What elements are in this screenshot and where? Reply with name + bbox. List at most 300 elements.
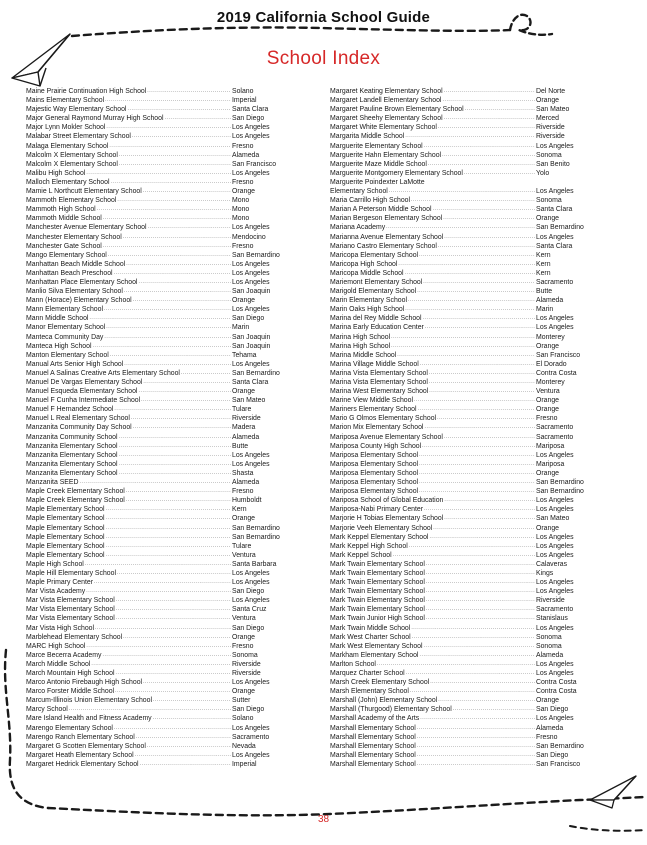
- index-entry: [330, 687, 594, 696]
- dot-leader: [424, 642, 535, 651]
- county-name: Riverside: [536, 124, 565, 132]
- school-name: Malloch Elementary School: [26, 178, 110, 186]
- school-name: Manteca High School: [26, 342, 92, 350]
- dot-leader: [143, 678, 231, 687]
- school-name: Mark Twain Middle School: [330, 624, 411, 632]
- index-entry: [330, 660, 594, 669]
- dot-leader: [124, 287, 231, 296]
- dot-leader: [437, 414, 535, 423]
- dot-leader: [417, 733, 535, 742]
- index-entry: [330, 178, 594, 187]
- school-name: Malabar Street Elementary School: [26, 133, 131, 141]
- school-name: Mann (Horace) Elementary School: [26, 297, 132, 305]
- index-entry: [26, 505, 290, 514]
- dot-leader: [147, 87, 231, 96]
- index-entry: [26, 151, 290, 160]
- page-number: 38: [317, 814, 330, 825]
- county-name: Sacramento: [232, 733, 270, 741]
- index-entry: [330, 105, 594, 114]
- county-name: Tulare: [232, 406, 252, 414]
- school-name: Major Lynn Mokler School: [26, 124, 106, 132]
- dot-leader: [104, 305, 231, 314]
- county-name: Sonoma: [536, 642, 562, 650]
- school-name: Marco Antonio Firebaugh High School: [26, 679, 143, 687]
- dot-leader: [442, 151, 535, 160]
- dot-leader: [114, 724, 231, 733]
- index-entry: [330, 396, 594, 405]
- dot-leader: [426, 614, 535, 623]
- index-entry: [330, 551, 594, 560]
- dot-leader: [433, 524, 535, 533]
- section-title: School Index: [266, 48, 381, 69]
- county-name: Alameda: [232, 479, 260, 487]
- county-name: Santa Clara: [536, 242, 573, 250]
- dot-leader: [424, 505, 535, 514]
- index-entry: [26, 669, 290, 678]
- dot-leader: [95, 624, 231, 633]
- index-entry: [330, 733, 594, 742]
- dot-leader: [405, 132, 535, 141]
- index-entry: [330, 533, 594, 542]
- index-entry: [26, 724, 290, 733]
- county-name: Riverside: [232, 670, 261, 677]
- county-name: Kern: [232, 506, 247, 514]
- index-entry: [330, 96, 594, 105]
- county-name: San Bernardino: [536, 742, 584, 750]
- index-entry: [26, 433, 290, 442]
- county-name: Los Angeles: [232, 278, 270, 286]
- index-entry: [330, 405, 594, 414]
- county-name: Alameda: [232, 433, 260, 441]
- county-name: San Bernardino: [536, 488, 584, 496]
- school-name: Marina Vista Elementary School: [330, 369, 428, 377]
- school-name: Manhattan Place Elementary School: [26, 278, 138, 286]
- dot-leader: [424, 423, 535, 432]
- bottom-right-dashes: [570, 826, 645, 831]
- school-name: Maple Creek Elementary School: [26, 497, 125, 505]
- county-name: Los Angeles: [232, 360, 270, 368]
- county-name: San Mateo: [536, 515, 570, 523]
- county-name: San Francisco: [536, 351, 581, 359]
- index-entry: [330, 742, 594, 751]
- school-name: Markham Elementary School: [330, 651, 419, 659]
- school-name: Marian Bergeson Elementary School: [330, 215, 443, 223]
- dot-leader: [438, 242, 535, 251]
- county-name: San Mateo: [232, 397, 266, 405]
- school-name: Mark Twain Elementary School: [330, 569, 425, 577]
- school-name: Margaret Keating Elementary School: [330, 88, 443, 95]
- county-name: Orange: [536, 97, 559, 105]
- county-name: Riverside: [232, 660, 261, 668]
- county-name: Butte: [232, 442, 249, 450]
- county-name: Sonoma: [536, 197, 562, 205]
- dot-leader: [106, 542, 231, 551]
- school-name: Mar Vista Elementary School: [26, 615, 115, 623]
- index-entry: [330, 605, 594, 614]
- school-name: Mariposa School of Global Education: [330, 497, 444, 505]
- school-name: Mar Vista Elementary School: [26, 606, 115, 614]
- school-name: Mark Twain Elementary School: [330, 588, 425, 596]
- index-entry: [330, 323, 594, 332]
- dot-leader: [377, 660, 535, 669]
- county-name: Contra Costa: [536, 679, 577, 687]
- index-entry: [26, 414, 290, 423]
- school-name: Malcolm X Elementary School: [26, 151, 118, 159]
- index-entry: [26, 251, 290, 260]
- dot-leader: [422, 442, 535, 451]
- school-name: Mark West Charter School: [330, 633, 411, 641]
- school-name: Maple High School: [26, 560, 84, 568]
- school-name: Marine View Middle School: [330, 397, 413, 405]
- county-name: San Francisco: [536, 760, 581, 768]
- dot-leader: [419, 451, 535, 460]
- county-name: Mono: [232, 206, 250, 214]
- school-name: Marina Middle School: [330, 351, 397, 359]
- school-name: Mamie L Northcutt Elementary School: [26, 188, 142, 196]
- county-name: Los Angeles: [536, 579, 574, 587]
- dot-leader: [417, 724, 535, 733]
- county-name: Orange: [232, 515, 255, 523]
- school-name: Marina West Elementary School: [330, 388, 429, 396]
- school-name: Marguerite Montgomery Elementary School: [330, 169, 463, 177]
- index-entry: [26, 423, 290, 432]
- dot-leader: [419, 651, 535, 660]
- county-name: Los Angeles: [232, 269, 270, 277]
- dot-leader: [114, 405, 231, 414]
- dot-leader: [119, 433, 231, 442]
- dot-leader: [91, 660, 231, 669]
- county-name: Imperial: [232, 97, 257, 105]
- school-name: Manchester Elementary School: [26, 233, 122, 241]
- county-name: San Bernardino: [536, 224, 584, 232]
- school-name: Marcum-Illinois Union Elementary School: [26, 697, 152, 705]
- index-entry: [26, 614, 290, 623]
- dot-leader: [409, 542, 535, 551]
- index-entry: [330, 142, 594, 151]
- dot-leader: [443, 214, 535, 223]
- county-name: Los Angeles: [536, 188, 574, 196]
- index-entry: [330, 369, 594, 378]
- county-name: San Diego: [232, 588, 265, 596]
- dot-leader: [119, 151, 231, 160]
- dot-leader: [89, 314, 231, 323]
- dot-leader: [465, 105, 535, 114]
- school-name: Margaret Pauline Brown Elementary School: [330, 106, 464, 114]
- county-name: Los Angeles: [232, 579, 270, 587]
- county-name: Los Angeles: [232, 451, 270, 459]
- dot-leader: [444, 496, 535, 505]
- school-name: Manzanita SEED: [26, 479, 79, 487]
- school-name: Mango Elementary School: [26, 251, 107, 259]
- dot-leader: [119, 442, 231, 451]
- school-name: March Mountain High School: [26, 670, 115, 677]
- county-name: Tulare: [232, 542, 252, 550]
- county-name: Orange: [536, 697, 559, 705]
- county-name: Sacramento: [536, 278, 574, 286]
- county-name: Los Angeles: [232, 133, 270, 141]
- county-name: San Diego: [232, 315, 265, 323]
- county-name: San Diego: [536, 706, 569, 714]
- dot-leader: [417, 287, 535, 296]
- index-entry: [26, 742, 290, 751]
- index-entry: [330, 169, 594, 178]
- dot-leader: [133, 423, 231, 432]
- index-entry: [330, 442, 594, 451]
- school-name: Manzanita Elementary School: [26, 460, 118, 468]
- dot-leader: [433, 205, 535, 214]
- school-name: Mammoth High School: [26, 206, 96, 214]
- county-name: Madera: [232, 424, 256, 432]
- dot-leader: [426, 596, 535, 605]
- index-entry: [330, 387, 594, 396]
- school-name: Maple Creek Elementary School: [26, 488, 125, 496]
- dot-leader: [106, 551, 231, 560]
- county-name: Los Angeles: [232, 724, 270, 732]
- index-entry: [330, 278, 594, 287]
- school-name: Marina del Rey Middle School: [330, 315, 422, 323]
- index-entry: [26, 96, 290, 105]
- index-entry: [26, 305, 290, 314]
- index-entry: [330, 578, 594, 587]
- index-entry: [26, 114, 290, 123]
- bottom-dashed-path: [48, 797, 645, 815]
- index-entry: [26, 451, 290, 460]
- dot-leader: [69, 705, 231, 714]
- school-name: Mains Elementary School: [26, 97, 105, 105]
- county-name: Los Angeles: [536, 624, 574, 632]
- index-entry: [26, 478, 290, 487]
- school-name: Marengo Ranch Elementary School: [26, 733, 135, 741]
- dot-leader: [453, 705, 535, 714]
- index-entry: [26, 633, 290, 642]
- school-name: Mariano Castro Elementary School: [330, 242, 437, 250]
- county-name: Fresno: [232, 242, 254, 250]
- index-entry: [330, 651, 594, 660]
- school-name: Mark Keppel Elementary School: [330, 533, 429, 541]
- index-entry: [26, 187, 290, 196]
- school-name: Manteca Community Day: [26, 333, 104, 341]
- county-name: Orange: [536, 397, 559, 405]
- index-entry: [26, 524, 290, 533]
- dot-leader: [106, 533, 231, 542]
- dot-leader: [119, 451, 231, 460]
- index-entry: [330, 451, 594, 460]
- dot-leader: [438, 123, 535, 132]
- index-entry: [330, 214, 594, 223]
- dot-leader: [132, 132, 231, 141]
- index-entry: [26, 578, 290, 587]
- dot-leader: [136, 733, 231, 742]
- county-name: Fresno: [536, 733, 558, 741]
- index-entry: [330, 496, 594, 505]
- school-name: Maine Prairie Continuation High School: [26, 88, 147, 95]
- school-name: Manuel F Hernandez School: [26, 406, 114, 414]
- school-name: Mario G Olmos Elementary School: [330, 415, 437, 423]
- school-name: Marigold Elementary School: [330, 288, 417, 296]
- paper-airplane-icon: [590, 776, 636, 808]
- school-name: Mark Keppel High School: [330, 542, 408, 550]
- dot-leader: [94, 578, 231, 587]
- school-name: MARC High School: [26, 642, 86, 650]
- dot-leader: [117, 569, 231, 578]
- county-name: Fresno: [232, 488, 254, 496]
- school-name: Mariposa County High School: [330, 442, 422, 450]
- school-name: Mark Twain Elementary School: [330, 560, 425, 568]
- county-name: Sonoma: [536, 633, 562, 641]
- index-entry: [26, 624, 290, 633]
- county-name: San Joaquin: [232, 288, 271, 296]
- county-name: Orange: [536, 524, 559, 532]
- dot-leader: [430, 678, 535, 687]
- county-name: San Diego: [232, 624, 265, 632]
- county-name: Los Angeles: [536, 533, 574, 541]
- school-name: Margaret Heath Elementary School: [26, 751, 134, 759]
- dot-leader: [419, 487, 535, 496]
- dot-leader: [115, 687, 231, 696]
- dot-leader: [425, 323, 535, 332]
- index-entry: [26, 387, 290, 396]
- dot-leader: [464, 169, 535, 178]
- county-name: Ventura: [536, 388, 560, 396]
- index-entry: [330, 87, 594, 96]
- dot-leader: [442, 96, 535, 105]
- school-name: Major General Raymond Murray High School: [26, 115, 164, 123]
- dot-leader: [133, 296, 231, 305]
- county-name: Los Angeles: [536, 588, 574, 596]
- county-name: Sacramento: [536, 424, 574, 432]
- dot-leader: [438, 696, 535, 705]
- index-entry: [330, 469, 594, 478]
- school-name: Mark Twain Junior High School: [330, 615, 425, 623]
- school-name: Mark West Elementary School: [330, 642, 423, 650]
- index-entry: [26, 542, 290, 551]
- dot-leader: [426, 560, 535, 569]
- county-name: Kern: [536, 269, 551, 277]
- county-name: San Bernardino: [232, 533, 280, 541]
- index-entry: [26, 233, 290, 242]
- county-name: Los Angeles: [232, 306, 270, 314]
- index-entry: [330, 587, 594, 596]
- school-name: Manhattan Beach Middle School: [26, 260, 126, 268]
- index-entry: [26, 369, 290, 378]
- county-name: Los Angeles: [536, 315, 574, 323]
- dot-leader: [393, 551, 535, 560]
- dot-leader: [153, 714, 231, 723]
- index-entry: [26, 714, 290, 723]
- school-name: Maple Elementary School: [26, 542, 105, 550]
- index-entry: [330, 751, 594, 760]
- dot-leader: [426, 569, 535, 578]
- index-entry: [26, 396, 290, 405]
- guide-title: 2019 California School Guide: [216, 9, 431, 26]
- county-name: Sonoma: [536, 151, 562, 159]
- county-name: Alameda: [536, 297, 564, 305]
- dot-leader: [426, 578, 535, 587]
- dot-leader: [412, 633, 535, 642]
- school-name: Maria Carrillo High School: [330, 197, 411, 205]
- index-entry: [26, 87, 290, 96]
- dot-leader: [138, 278, 231, 287]
- school-name: Margaret G Scotten Elementary School: [26, 742, 146, 750]
- dot-leader: [419, 251, 535, 260]
- school-name: Mariners Elementary School: [330, 406, 417, 414]
- school-name: Marina High School: [330, 333, 391, 341]
- dot-leader: [126, 260, 231, 269]
- dot-leader: [106, 514, 231, 523]
- county-name: Sacramento: [536, 433, 574, 441]
- county-name: Los Angeles: [232, 224, 270, 232]
- dot-leader: [131, 414, 231, 423]
- index-entry: [330, 724, 594, 733]
- county-name: Alameda: [536, 651, 564, 659]
- index-entry: [26, 605, 290, 614]
- index-entry: [26, 469, 290, 478]
- index-entry: [26, 660, 290, 669]
- school-name: Mariposa-Nabi Primary Center: [330, 506, 424, 514]
- county-name: Sacramento: [536, 606, 574, 614]
- index-entry: [26, 278, 290, 287]
- county-name: Nevada: [232, 742, 256, 750]
- county-name: Orange: [232, 297, 255, 305]
- index-entry: [330, 296, 594, 305]
- county-name: Los Angeles: [536, 142, 574, 150]
- county-name: Orange: [536, 469, 559, 477]
- dot-leader: [165, 114, 232, 123]
- dot-leader: [391, 342, 535, 351]
- school-name: Mammoth Elementary School: [26, 197, 117, 205]
- school-name: Mann Middle School: [26, 315, 89, 323]
- county-name: San Bernardino: [232, 524, 280, 532]
- school-name: March Middle School: [26, 660, 91, 668]
- school-name: Marco Forster Middle School: [26, 688, 115, 696]
- school-name: Marjorie Veeh Elementary School: [330, 524, 433, 532]
- dot-leader: [119, 469, 231, 478]
- dot-leader: [138, 387, 231, 396]
- county-name: Santa Clara: [232, 106, 269, 114]
- school-name: Mann Elementary School: [26, 306, 103, 314]
- dot-leader: [119, 460, 231, 469]
- index-entry: [26, 223, 290, 232]
- school-name: Mariposa Elementary School: [330, 469, 419, 477]
- index-entry: [26, 242, 290, 251]
- dot-leader: [417, 751, 535, 760]
- index-entry: [26, 651, 290, 660]
- dot-leader: [429, 378, 535, 387]
- index-entry: [330, 314, 594, 323]
- index-entry: [26, 405, 290, 414]
- school-name: Marengo Elementary School: [26, 724, 113, 732]
- index-entry: [330, 223, 594, 232]
- index-entry: [26, 351, 290, 360]
- school-name: Manzanita Community Day School: [26, 424, 132, 432]
- school-name: Manzanita Community School: [26, 433, 118, 441]
- dot-leader: [135, 751, 231, 760]
- county-name: Los Angeles: [536, 660, 574, 668]
- index-entry: [26, 178, 290, 187]
- dot-leader: [444, 514, 535, 523]
- county-name: Fresno: [232, 142, 254, 150]
- county-name: San Diego: [232, 115, 265, 123]
- county-name: Orange: [232, 188, 255, 196]
- dot-leader: [419, 478, 535, 487]
- school-name: Marcy School: [26, 706, 68, 714]
- school-name: Marguerite Poindexter LaMotte: [330, 178, 425, 186]
- school-name: Marshall Academy of the Arts: [330, 715, 420, 723]
- county-name: Monterey: [536, 333, 565, 341]
- county-name: Los Angeles: [232, 751, 270, 759]
- dot-leader: [405, 305, 535, 314]
- school-name: Marshall Elementary School: [330, 733, 416, 741]
